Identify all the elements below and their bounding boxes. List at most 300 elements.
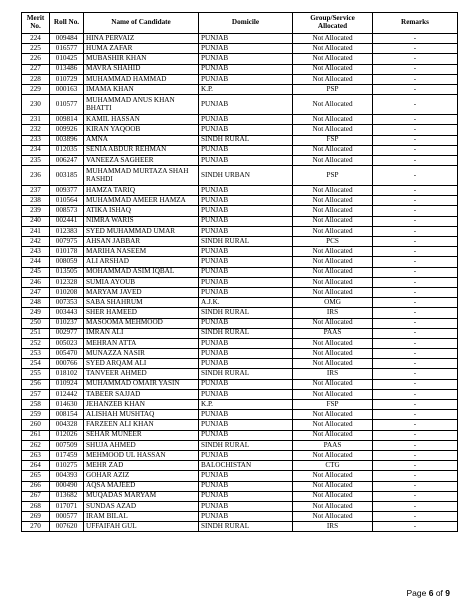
candidate-name-cell: SHUJA AHMED xyxy=(84,440,199,450)
table-row xyxy=(22,308,458,318)
remarks-cell: - xyxy=(373,512,458,522)
remarks-cell: - xyxy=(373,216,458,226)
roll-no-cell: 002441 xyxy=(50,216,84,226)
group-service-cell: Not Allocated xyxy=(293,216,373,226)
domicile-cell: PUNJAB xyxy=(199,257,293,267)
merit-no-cell: 260 xyxy=(22,420,50,430)
group-service-cell: Not Allocated xyxy=(293,430,373,440)
table-row xyxy=(22,196,458,206)
domicile-cell: PUNJAB xyxy=(199,216,293,226)
remarks-cell: - xyxy=(373,125,458,135)
group-service-cell: Not Allocated xyxy=(293,74,373,84)
merit-no-cell: 257 xyxy=(22,389,50,399)
remarks-cell: - xyxy=(373,400,458,410)
candidate-name-cell: SHER HAMEED xyxy=(84,308,199,318)
page-prefix: Page xyxy=(406,588,429,598)
roll-no-cell: 012026 xyxy=(50,430,84,440)
remarks-cell: - xyxy=(373,318,458,328)
group-service-cell: Not Allocated xyxy=(293,267,373,277)
remarks-cell: - xyxy=(373,247,458,257)
roll-no-cell: 004328 xyxy=(50,420,84,430)
group-service-cell: Not Allocated xyxy=(293,226,373,236)
candidate-name-cell: SABA SHAHRUM xyxy=(84,298,199,308)
table-row xyxy=(22,34,458,44)
remarks-cell: - xyxy=(373,369,458,379)
merit-no-cell: 224 xyxy=(22,34,50,44)
group-service-cell: Not Allocated xyxy=(293,450,373,460)
table-row xyxy=(22,450,458,460)
table-row xyxy=(22,237,458,247)
domicile-cell: PUNJAB xyxy=(199,512,293,522)
group-service-cell: IRS xyxy=(293,308,373,318)
candidate-name-cell: SEHAR MUNEER xyxy=(84,430,199,440)
merit-no-cell: 266 xyxy=(22,481,50,491)
merit-no-cell: 247 xyxy=(22,287,50,297)
roll-no-cell: 017459 xyxy=(50,450,84,460)
domicile-cell: PUNJAB xyxy=(199,450,293,460)
remarks-cell: - xyxy=(373,84,458,94)
domicile-cell: SINDH RURAL xyxy=(199,440,293,450)
candidate-name-cell: MUHAMMAD HAMMAD xyxy=(84,74,199,84)
roll-no-cell: 003185 xyxy=(50,166,84,186)
remarks-cell: - xyxy=(373,379,458,389)
page-current: 6 xyxy=(428,588,434,598)
merit-no-cell: 265 xyxy=(22,471,50,481)
roll-no-cell: 009814 xyxy=(50,115,84,125)
roll-no-cell: 010275 xyxy=(50,461,84,471)
merit-no-cell: 225 xyxy=(22,44,50,54)
header-group-service: Group/Service Allocated xyxy=(293,13,373,34)
candidate-name-cell: VANEEZA SAGHEER xyxy=(84,155,199,165)
merit-no-cell: 254 xyxy=(22,359,50,369)
domicile-cell: PUNJAB xyxy=(199,186,293,196)
table-row xyxy=(22,54,458,64)
candidate-name-cell: HINA PERVAIZ xyxy=(84,34,199,44)
group-service-cell: FSP xyxy=(293,135,373,145)
group-service-cell: Not Allocated xyxy=(293,145,373,155)
candidate-name-cell: MOHAMMAD ASIM IQBAL xyxy=(84,267,199,277)
merit-no-cell: 227 xyxy=(22,64,50,74)
candidate-name-cell: MUNAZZA NASIR xyxy=(84,349,199,359)
domicile-cell: SINDH RURAL xyxy=(199,369,293,379)
roll-no-cell: 000577 xyxy=(50,512,84,522)
merit-no-cell: 261 xyxy=(22,430,50,440)
remarks-cell: - xyxy=(373,277,458,287)
group-service-cell: PAAS xyxy=(293,328,373,338)
remarks-cell: - xyxy=(373,359,458,369)
table-body xyxy=(22,34,458,532)
table-row xyxy=(22,257,458,267)
group-service-cell: Not Allocated xyxy=(293,501,373,511)
table-row xyxy=(22,512,458,522)
remarks-cell: - xyxy=(373,74,458,84)
merit-no-cell: 236 xyxy=(22,166,50,186)
merit-no-cell: 252 xyxy=(22,338,50,348)
domicile-cell: SINDH RURAL xyxy=(199,237,293,247)
table-row xyxy=(22,461,458,471)
table-row xyxy=(22,125,458,135)
table-row xyxy=(22,430,458,440)
table-row xyxy=(22,267,458,277)
candidate-name-cell: KIRAN YAQOOB xyxy=(84,125,199,135)
roll-no-cell: 002977 xyxy=(50,328,84,338)
domicile-cell: PUNJAB xyxy=(199,267,293,277)
merit-no-cell: 269 xyxy=(22,512,50,522)
remarks-cell: - xyxy=(373,461,458,471)
merit-no-cell: 259 xyxy=(22,410,50,420)
roll-no-cell: 018102 xyxy=(50,369,84,379)
merit-no-cell: 233 xyxy=(22,135,50,145)
remarks-cell: - xyxy=(373,430,458,440)
candidate-name-cell: HAMZA TARIQ xyxy=(84,186,199,196)
candidate-name-cell: SENIA ABDUR REHMAN xyxy=(84,145,199,155)
header-candidate-name: Name of Candidate xyxy=(84,13,199,34)
candidate-name-cell: MUQADAS MARYAM xyxy=(84,491,199,501)
roll-no-cell: 012035 xyxy=(50,145,84,155)
domicile-cell: PUNJAB xyxy=(199,379,293,389)
candidate-name-cell: MEHR ZAD xyxy=(84,461,199,471)
group-service-cell: Not Allocated xyxy=(293,125,373,135)
group-service-cell: Not Allocated xyxy=(293,34,373,44)
table-row xyxy=(22,359,458,369)
candidate-name-cell: MUHAMMAD AMEER HAMZA xyxy=(84,196,199,206)
domicile-cell: A.J.K. xyxy=(199,298,293,308)
roll-no-cell: 007353 xyxy=(50,298,84,308)
group-service-cell: Not Allocated xyxy=(293,196,373,206)
domicile-cell: PUNJAB xyxy=(199,491,293,501)
group-service-cell: Not Allocated xyxy=(293,257,373,267)
roll-no-cell: 010178 xyxy=(50,247,84,257)
remarks-cell: - xyxy=(373,44,458,54)
group-service-cell: Not Allocated xyxy=(293,155,373,165)
domicile-cell: PUNJAB xyxy=(199,34,293,44)
candidate-name-cell: SYED ARQAM ALI xyxy=(84,359,199,369)
table-row xyxy=(22,287,458,297)
group-service-cell: Not Allocated xyxy=(293,389,373,399)
merit-no-cell: 243 xyxy=(22,247,50,257)
candidate-name-cell: GOHAR AZIZ xyxy=(84,471,199,481)
merit-no-cell: 226 xyxy=(22,54,50,64)
roll-no-cell: 000490 xyxy=(50,481,84,491)
roll-no-cell: 017071 xyxy=(50,501,84,511)
domicile-cell: PUNJAB xyxy=(199,501,293,511)
merit-no-cell: 242 xyxy=(22,237,50,247)
roll-no-cell: 010425 xyxy=(50,54,84,64)
table-row xyxy=(22,74,458,84)
merit-no-cell: 267 xyxy=(22,491,50,501)
group-service-cell: Not Allocated xyxy=(293,491,373,501)
remarks-cell: - xyxy=(373,186,458,196)
remarks-cell: - xyxy=(373,115,458,125)
roll-no-cell: 006247 xyxy=(50,155,84,165)
roll-no-cell: 012328 xyxy=(50,277,84,287)
remarks-cell: - xyxy=(373,95,458,115)
group-service-cell: PCS xyxy=(293,237,373,247)
header-roll-no: Roll No. xyxy=(50,13,84,34)
merit-no-cell: 228 xyxy=(22,74,50,84)
group-service-cell: Not Allocated xyxy=(293,410,373,420)
remarks-cell: - xyxy=(373,237,458,247)
header-merit-no: Merit No. xyxy=(22,13,50,34)
domicile-cell: PUNJAB xyxy=(199,54,293,64)
table-row xyxy=(22,155,458,165)
roll-no-cell: 007620 xyxy=(50,522,84,532)
domicile-cell: PUNJAB xyxy=(199,420,293,430)
remarks-cell: - xyxy=(373,145,458,155)
merit-no-cell: 258 xyxy=(22,400,50,410)
candidate-name-cell: MAVRA SHAHID xyxy=(84,64,199,74)
merit-no-cell: 253 xyxy=(22,349,50,359)
table-row xyxy=(22,247,458,257)
table-row xyxy=(22,522,458,532)
table-row xyxy=(22,206,458,216)
roll-no-cell: 016577 xyxy=(50,44,84,54)
roll-no-cell: 010564 xyxy=(50,196,84,206)
remarks-cell: - xyxy=(373,298,458,308)
remarks-cell: - xyxy=(373,34,458,44)
remarks-cell: - xyxy=(373,471,458,481)
candidate-name-cell: ALI ARSHAD xyxy=(84,257,199,267)
merit-no-cell: 241 xyxy=(22,226,50,236)
domicile-cell: PUNJAB xyxy=(199,430,293,440)
table-row xyxy=(22,389,458,399)
roll-no-cell: 013486 xyxy=(50,64,84,74)
group-service-cell: Not Allocated xyxy=(293,481,373,491)
domicile-cell: PUNJAB xyxy=(199,226,293,236)
domicile-cell: PUNJAB xyxy=(199,115,293,125)
table-row xyxy=(22,318,458,328)
table-row xyxy=(22,379,458,389)
remarks-cell: - xyxy=(373,440,458,450)
merit-no-cell: 264 xyxy=(22,461,50,471)
domicile-cell: PUNJAB xyxy=(199,349,293,359)
remarks-cell: - xyxy=(373,522,458,532)
domicile-cell: PUNJAB xyxy=(199,206,293,216)
table-row xyxy=(22,186,458,196)
merit-no-cell: 230 xyxy=(22,95,50,115)
page-of: of xyxy=(433,588,446,598)
merit-no-cell: 248 xyxy=(22,298,50,308)
merit-no-cell: 270 xyxy=(22,522,50,532)
remarks-cell: - xyxy=(373,135,458,145)
candidate-name-cell: MUBASHIR KHAN xyxy=(84,54,199,64)
remarks-cell: - xyxy=(373,226,458,236)
candidate-name-cell: UFFAIFAH GUL xyxy=(84,522,199,532)
merit-no-cell: 263 xyxy=(22,450,50,460)
roll-no-cell: 010208 xyxy=(50,287,84,297)
merit-no-cell: 240 xyxy=(22,216,50,226)
candidate-name-cell: MUHAMMAD MURTAZA SHAH RASHDI xyxy=(84,166,199,186)
domicile-cell: SINDH URBAN xyxy=(199,166,293,186)
domicile-cell: PUNJAB xyxy=(199,145,293,155)
domicile-cell: PUNJAB xyxy=(199,481,293,491)
candidate-name-cell: SUNDAS AZAD xyxy=(84,501,199,511)
roll-no-cell: 005023 xyxy=(50,338,84,348)
roll-no-cell: 009926 xyxy=(50,125,84,135)
merit-no-cell: 244 xyxy=(22,257,50,267)
domicile-cell: PUNJAB xyxy=(199,95,293,115)
domicile-cell: PUNJAB xyxy=(199,338,293,348)
table-row xyxy=(22,84,458,94)
candidate-name-cell: FARZEEN ALI KHAN xyxy=(84,420,199,430)
remarks-cell: - xyxy=(373,257,458,267)
remarks-cell: - xyxy=(373,349,458,359)
domicile-cell: SINDH RURAL xyxy=(199,135,293,145)
merit-no-cell: 232 xyxy=(22,125,50,135)
remarks-cell: - xyxy=(373,481,458,491)
merit-no-cell: 256 xyxy=(22,379,50,389)
table-row xyxy=(22,145,458,155)
roll-no-cell: 004393 xyxy=(50,471,84,481)
roll-no-cell: 007509 xyxy=(50,440,84,450)
roll-no-cell: 013682 xyxy=(50,491,84,501)
group-service-cell: CTG xyxy=(293,461,373,471)
domicile-cell: K.P. xyxy=(199,84,293,94)
group-service-cell: OMG xyxy=(293,298,373,308)
remarks-cell: - xyxy=(373,389,458,399)
roll-no-cell: 010577 xyxy=(50,95,84,115)
merit-no-cell: 250 xyxy=(22,318,50,328)
remarks-cell: - xyxy=(373,54,458,64)
table-row xyxy=(22,501,458,511)
merit-no-cell: 235 xyxy=(22,155,50,165)
candidate-name-cell: SYED MUHAMMAD UMAR xyxy=(84,226,199,236)
candidate-name-cell: ATIKA ISHAQ xyxy=(84,206,199,216)
candidate-name-cell: MEHMOOD UL HASSAN xyxy=(84,450,199,460)
merit-no-cell: 245 xyxy=(22,267,50,277)
roll-no-cell: 014630 xyxy=(50,400,84,410)
candidate-table xyxy=(21,12,458,532)
roll-no-cell: 012442 xyxy=(50,389,84,399)
domicile-cell: PUNJAB xyxy=(199,277,293,287)
domicile-cell: PUNJAB xyxy=(199,247,293,257)
roll-no-cell: 000163 xyxy=(50,84,84,94)
domicile-cell: PUNJAB xyxy=(199,64,293,74)
table-row xyxy=(22,420,458,430)
candidate-name-cell: MUHAMMAD ANUS KHAN BHATTI xyxy=(84,95,199,115)
domicile-cell: PUNJAB xyxy=(199,471,293,481)
table-row xyxy=(22,349,458,359)
merit-no-cell: 246 xyxy=(22,277,50,287)
domicile-cell: PUNJAB xyxy=(199,318,293,328)
candidate-name-cell: IRAM BILAL xyxy=(84,512,199,522)
table-row xyxy=(22,338,458,348)
table-row xyxy=(22,166,458,186)
roll-no-cell: 012383 xyxy=(50,226,84,236)
remarks-cell: - xyxy=(373,410,458,420)
merit-no-cell: 268 xyxy=(22,501,50,511)
roll-no-cell: 013505 xyxy=(50,267,84,277)
group-service-cell: IRS xyxy=(293,369,373,379)
candidate-name-cell: AQSA MAJEED xyxy=(84,481,199,491)
merit-no-cell: 234 xyxy=(22,145,50,155)
table-row xyxy=(22,481,458,491)
table-row xyxy=(22,226,458,236)
group-service-cell: Not Allocated xyxy=(293,186,373,196)
group-service-cell: Not Allocated xyxy=(293,64,373,74)
group-service-cell: PAAS xyxy=(293,440,373,450)
merit-no-cell: 231 xyxy=(22,115,50,125)
merit-no-cell: 251 xyxy=(22,328,50,338)
candidate-name-cell: ALISHAH MUSHTAQ xyxy=(84,410,199,420)
header-remarks: Remarks xyxy=(373,13,458,34)
merit-no-cell: 249 xyxy=(22,308,50,318)
group-service-cell: Not Allocated xyxy=(293,359,373,369)
group-service-cell: Not Allocated xyxy=(293,206,373,216)
group-service-cell: Not Allocated xyxy=(293,95,373,115)
domicile-cell: PUNJAB xyxy=(199,389,293,399)
candidate-name-cell: MUHAMMAD OMAIR YASIN xyxy=(84,379,199,389)
roll-no-cell: 009484 xyxy=(50,34,84,44)
domicile-cell: SINDH RURAL xyxy=(199,522,293,532)
roll-no-cell: 010924 xyxy=(50,379,84,389)
group-service-cell: Not Allocated xyxy=(293,115,373,125)
roll-no-cell: 007975 xyxy=(50,237,84,247)
table-row xyxy=(22,298,458,308)
table-row xyxy=(22,115,458,125)
roll-no-cell: 010237 xyxy=(50,318,84,328)
table-row xyxy=(22,277,458,287)
candidate-name-cell: AMNA xyxy=(84,135,199,145)
group-service-cell: Not Allocated xyxy=(293,420,373,430)
domicile-cell: PUNJAB xyxy=(199,74,293,84)
group-service-cell: Not Allocated xyxy=(293,512,373,522)
merit-no-cell: 237 xyxy=(22,186,50,196)
group-service-cell: Not Allocated xyxy=(293,349,373,359)
domicile-cell: BALOCHISTAN xyxy=(199,461,293,471)
remarks-cell: - xyxy=(373,420,458,430)
page-total: 9 xyxy=(445,588,450,598)
group-service-cell: Not Allocated xyxy=(293,54,373,64)
candidate-name-cell: HUMA ZAFAR xyxy=(84,44,199,54)
table-row xyxy=(22,95,458,115)
roll-no-cell: 010729 xyxy=(50,74,84,84)
candidate-name-cell: KAMIL HASSAN xyxy=(84,115,199,125)
domicile-cell: K.P. xyxy=(199,400,293,410)
table-row xyxy=(22,328,458,338)
group-service-cell: IRS xyxy=(293,522,373,532)
candidate-name-cell: AHSAN JABBAR xyxy=(84,237,199,247)
table-row xyxy=(22,440,458,450)
remarks-cell: - xyxy=(373,166,458,186)
remarks-cell: - xyxy=(373,206,458,216)
remarks-cell: - xyxy=(373,491,458,501)
group-service-cell: Not Allocated xyxy=(293,471,373,481)
merit-no-cell: 239 xyxy=(22,206,50,216)
merit-no-cell: 262 xyxy=(22,440,50,450)
group-service-cell: Not Allocated xyxy=(293,287,373,297)
roll-no-cell: 008573 xyxy=(50,206,84,216)
domicile-cell: PUNJAB xyxy=(199,125,293,135)
domicile-cell: PUNJAB xyxy=(199,359,293,369)
domicile-cell: PUNJAB xyxy=(199,287,293,297)
candidate-name-cell: MARIHA NASEEM xyxy=(84,247,199,257)
header-domicile: Domicile xyxy=(199,13,293,34)
remarks-cell: - xyxy=(373,64,458,74)
remarks-cell: - xyxy=(373,338,458,348)
group-service-cell: Not Allocated xyxy=(293,338,373,348)
merit-no-cell: 238 xyxy=(22,196,50,206)
group-service-cell: PSP xyxy=(293,84,373,94)
candidate-name-cell: IMAMA KHAN xyxy=(84,84,199,94)
table-header-row xyxy=(22,13,458,34)
group-service-cell: Not Allocated xyxy=(293,379,373,389)
roll-no-cell: 008154 xyxy=(50,410,84,420)
table-row xyxy=(22,64,458,74)
domicile-cell: PUNJAB xyxy=(199,196,293,206)
domicile-cell: PUNJAB xyxy=(199,155,293,165)
candidate-name-cell: IMRAN ALI xyxy=(84,328,199,338)
